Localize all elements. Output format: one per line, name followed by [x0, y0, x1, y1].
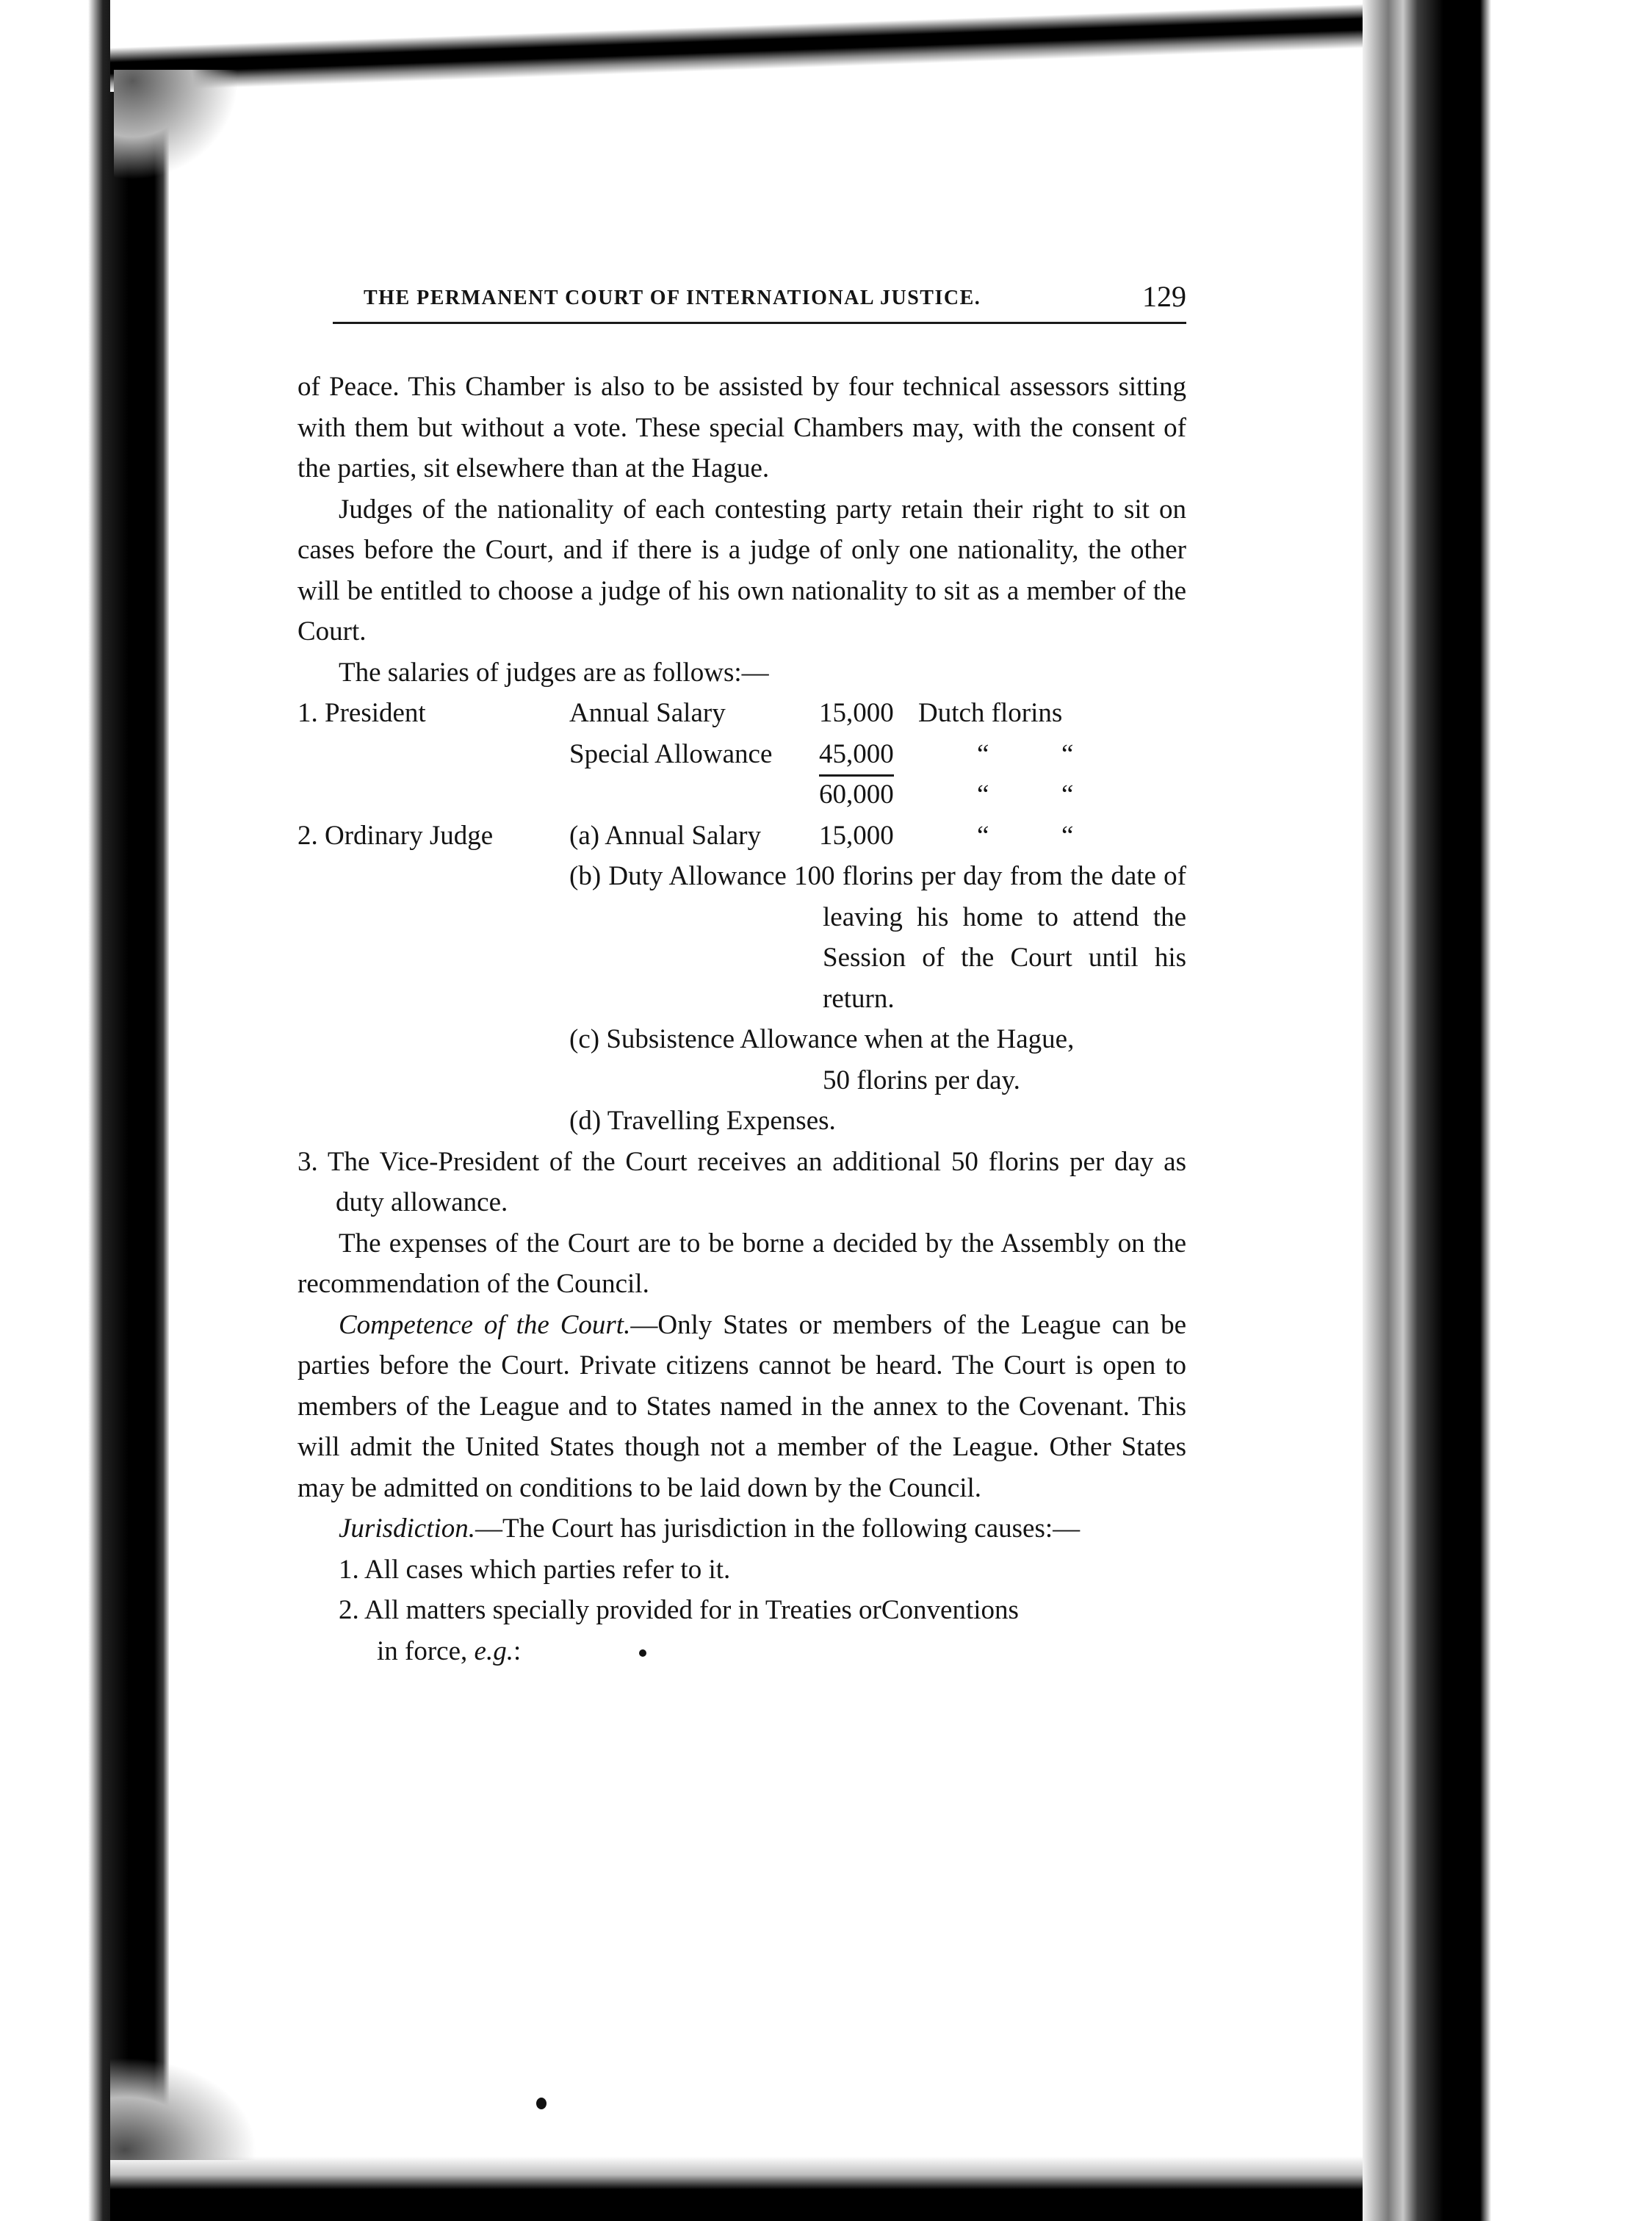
scan-right-edge — [1363, 0, 1652, 2221]
annual-amount: 15,000 — [819, 698, 894, 728]
section-heading: Competence of the Court. — [339, 1309, 631, 1340]
travelling-expenses: (d) Travelling Expenses. — [569, 1106, 836, 1136]
list-item: 2. All matters specially provided for in Treaties orConventions — [339, 1595, 1019, 1625]
annual-salary-label: Annual Salary — [569, 698, 726, 728]
special-allowance-label: Special Allowance — [569, 738, 773, 769]
paragraph: of Peace. This Chamber is also to be assisted by four technical assessors sitting with them but without a vote. These special Chambers may, with the consent of the parties, sit elsewhere than at the Hague. — [297, 372, 1186, 483]
list-item-continuation — [297, 1631, 1186, 1672]
list-text: : — [513, 1635, 522, 1666]
paragraph: Judges of the nationality of each contesting party retain their right to sit on cases before the Court, and if there is a judge of only one nationality, the other will be entitled to choose a judge of his own nationality to sit as a member of the Court. — [297, 494, 1186, 647]
salary-table — [297, 693, 1186, 1142]
scan-left-edge — [0, 0, 169, 2221]
ditto-mark: “ — [1061, 820, 1074, 851]
section-heading: Jurisdiction. — [339, 1513, 476, 1544]
salary-row — [297, 693, 1186, 734]
paragraph — [297, 1508, 1186, 1549]
ditto-mark: “ — [977, 738, 989, 769]
scan-smudge — [110, 2057, 257, 2160]
ordinary-amount: 15,000 — [819, 820, 894, 851]
paragraph: The expenses of the Court are to be borne a decided by the Assembly on the recommendation of the Council. — [297, 1228, 1186, 1299]
list-text: in force, — [377, 1635, 475, 1666]
page-number: 129 — [1142, 280, 1186, 313]
list-item: 3. The Vice-President of the Court receives an additional 50 florins per day as duty allowance. — [297, 1146, 1186, 1217]
book-page — [297, 279, 1186, 1671]
paragraph: The salaries of judges are as follows:— — [339, 657, 769, 688]
allowance-block — [569, 856, 1186, 1142]
salary-row — [297, 734, 1186, 775]
ditto-mark: “ — [977, 820, 989, 851]
running-head — [297, 279, 1186, 326]
ditto-mark: “ — [977, 780, 989, 810]
president-label: 1. President — [297, 698, 426, 728]
ordinary-annual-label: (a) Annual Salary — [569, 820, 761, 851]
section-text: —Only States or members of the League can be parties before the Court. Private citizens cannot be heard. The Court is open to members of the League and to States named in the annex to the Covenant. This will admit the United States though not a member of the League. Other States may be admitted on conditions to be laid down by the Council. — [297, 1309, 1186, 1503]
abbreviation: e.g. — [474, 1635, 513, 1666]
subsistence-rate: 50 florins per day. — [823, 1065, 1020, 1095]
ditto-mark: “ — [1061, 780, 1074, 810]
section-text: —The Court has jurisdiction in the following causes:— — [475, 1513, 1081, 1544]
ditto-mark: “ — [1061, 738, 1074, 769]
ink-speck — [536, 2098, 547, 2109]
currency-label: Dutch florins — [918, 698, 1063, 728]
scan-bottom-edge — [110, 2156, 1432, 2221]
header-rule — [333, 322, 1186, 324]
subsistence-allowance: (c) Subsistence Allowance when at the Hague, — [569, 1024, 1075, 1054]
running-title: THE PERMANENT COURT OF INTERNATIONAL JUSTICE. — [364, 287, 981, 309]
salary-row — [297, 816, 1186, 857]
total-amount: 60,000 — [819, 780, 894, 810]
duty-allowance: (b) Duty Allowance 100 florins per day from the date of leaving his home to attend the Session of the Court until his return. — [569, 861, 1186, 1014]
list-item: 1. All cases which parties refer to it. — [339, 1554, 731, 1585]
ordinary-judge-label: 2. Ordinary Judge — [297, 820, 494, 851]
scan-top-edge — [110, 0, 1396, 92]
scan-smudge — [114, 70, 239, 180]
special-amount: 45,000 — [819, 734, 894, 777]
paragraph — [297, 1305, 1186, 1509]
salary-row — [297, 774, 1186, 816]
